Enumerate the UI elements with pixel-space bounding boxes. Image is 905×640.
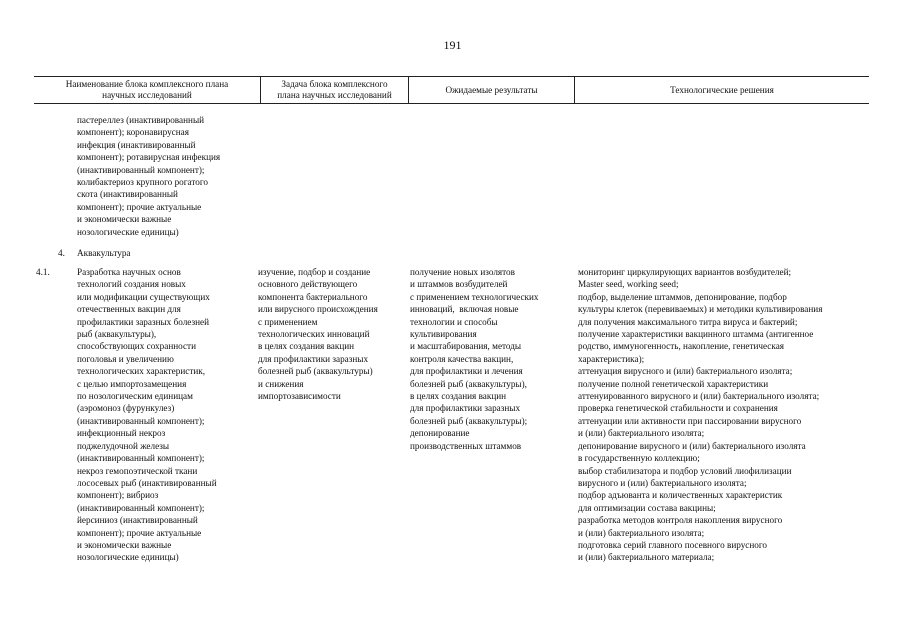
header-block-name-text: Наименование блока комплексного плана научных исследований xyxy=(65,79,229,100)
header-task xyxy=(260,77,408,103)
section-number: 4. xyxy=(58,248,65,258)
row-solutions: мониторинг циркулирующих вариантов возбудителей; Master seed, working seed; подбор, выделение штаммов, депонирование, подбор культуры клеток (перевиваемых) и методики культивирования для получения максимального титра вируса и бактерий; получение характеристики вакцинного штамма (антигенное родство, иммуногенность, накопление, генетическая характеристика); аттенуация вирусного и (или) бактериального изолята; получение полной генетической характеристики аттенуированного вирусного и (или) бактериального изолята; проверка генетической стабильности и сохранения аттенуации или активности при пассировании вирусного и (или) бактериального изолята; депонирование вирусного и (или) бактериального изолята в государственную коллекцию; выбор стабилизатора и подбор условий лиофилизации вирусного и (или) бактериального изолята; подбор адъюванта и количественных характеристик для оптимизации состава вакцины; разработка методов контроля накопления вирусного и (или) бактериального изолята; подготовка серий главного посевного вирусного и (или) бактериального материала; xyxy=(578,267,823,563)
header-task-text: Задача блока комплексного плана научных исследований xyxy=(277,79,392,100)
row-number: 4.1. xyxy=(36,267,50,277)
continuation-text: пастереллез (инактивированный компонент); коронавирусная инфекция (инактивированный компонент); ротавирусная инфекция (инактивированный компонент); колибактериоз крупного рогатого скота (инактивированный компонент); прочие актуальные и экономически важные нозологические единицы) xyxy=(77,115,221,237)
header-solutions xyxy=(574,77,869,103)
header-results-text: Ожидаемые результаты xyxy=(445,84,538,95)
header-results xyxy=(408,77,574,103)
row-block-name: Разработка научных основ технологий создания новых или модификации существующих отечественных вакцин для профилактики заразных болезней рыб (аквакультуры), способствующих сохранности поголовья и увеличению технологических характеристик, с целью импортозамещения по нозологическим единицам (аэромоноз (фурункулез) (инактивированный компонент); инфекционный некроз поджелудочной железы (инактивированный компонент); некроз гемопоэтической ткани лососевых рыб (инактивированный компонент); вибриоз (инактивированный компонент); йерсиниоз (инактивированный компонент); прочие актуальные и экономически важные нозологические единицы) xyxy=(77,267,217,563)
page-number: 191 xyxy=(443,38,462,52)
row-results: получение новых изолятов и штаммов возбудителей с применением технологических инноваций, включая новые технологии и способы культивирования и масштабирования, методы контроля качества вакцин, для профилактики и лечения болезней рыб (аквакультуры), в целях создания вакцин для профилактики заразных болезней рыб (аквакультуры); депонирование производственных штаммов xyxy=(410,267,539,451)
header-solutions-text: Технологические решения xyxy=(670,84,774,95)
header-block-name xyxy=(34,77,260,103)
table-header xyxy=(34,76,869,104)
section-title: Аквакультура xyxy=(77,248,131,258)
row-task: изучение, подбор и создание основного действующего компонента бактериального или вирусного происхождения с применением технологических инноваций в целях создания вакцин для профилактики заразных болезней рыб (аквакультуры) и снижения импортозависимости xyxy=(258,267,378,402)
